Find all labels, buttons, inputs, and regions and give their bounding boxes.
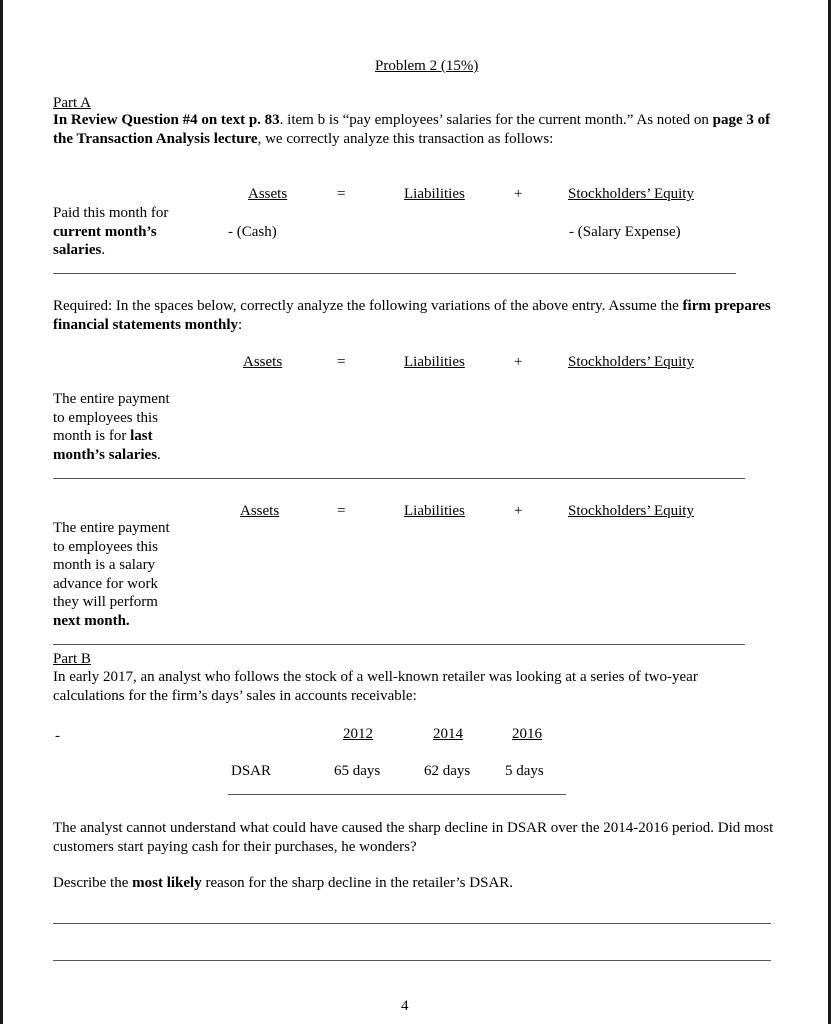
dsar-value-2016: 5 days <box>505 763 544 779</box>
col-equity-header: Stockholders’ Equity <box>568 186 694 202</box>
answer-line-2[interactable] <box>53 960 771 961</box>
problem-title: Problem 2 (15%) <box>375 58 479 74</box>
answer-line-1[interactable] <box>53 923 771 924</box>
equals-sign: = <box>337 186 346 202</box>
part-b-heading: Part B <box>53 651 91 667</box>
v2-col-equity-header: Stockholders’ Equity <box>568 503 694 519</box>
dsar-value-2014: 62 days <box>424 763 471 779</box>
plus-sign: + <box>514 186 523 202</box>
v1-equals-sign: = <box>337 354 346 370</box>
intro-text-1: . item b is “pay employees’ salaries for the current month.” As noted on <box>279 112 713 128</box>
intro-text-2: , we correctly analyze this transaction as follows: <box>257 131 554 147</box>
part-b-question: The analyst cannot understand what could have caused the sharp decline in DSAR over the 2014-2016 period. Did most customers start paying cash for their purchases, he wonders? <box>53 820 774 855</box>
divider-2 <box>53 478 745 479</box>
required-paragraph: Required: In the spaces below, correctly analyze the following variations of the above entry. Assume the firm prepares financial statements monthly: <box>53 298 771 333</box>
part-a-intro <box>53 111 775 149</box>
col-liabilities-header: Liabilities <box>404 186 465 202</box>
document-page <box>3 0 828 1024</box>
v1-col-equity-header: Stockholders’ Equity <box>568 354 694 370</box>
stray-dash: - <box>55 728 60 744</box>
dsar-row-label: DSAR <box>231 763 272 779</box>
v2-col-assets-header: Assets <box>240 503 280 519</box>
v2-equals-sign: = <box>337 503 346 519</box>
v2-plus-sign: + <box>514 503 523 519</box>
divider-1 <box>53 273 736 274</box>
v1-col-liabilities-header: Liabilities <box>404 354 465 370</box>
col-assets-header: Assets <box>248 186 288 202</box>
intro-bold-1: In Review Question #4 on text p. 83 <box>53 112 280 128</box>
intro-bold-2: page 3 of the Transaction Analysis lecture <box>53 112 771 147</box>
table-bottom-rule <box>228 794 566 795</box>
v1-plus-sign: + <box>514 354 523 370</box>
year-header-2012: 2012 <box>343 726 373 742</box>
year-header-2016: 2016 <box>512 726 542 742</box>
example-assets-entry: - (Cash) <box>228 224 277 240</box>
v1-col-assets-header: Assets <box>243 354 283 370</box>
part-b-describe: Describe the most likely reason for the sharp decline in the retailer’s DSAR. <box>53 875 514 891</box>
dsar-value-2012: 65 days <box>334 763 381 779</box>
page-number: 4 <box>401 998 409 1014</box>
example-equity-entry: - (Salary Expense) <box>569 224 681 240</box>
part-a-heading: Part A <box>53 95 91 111</box>
year-header-2014: 2014 <box>433 726 463 742</box>
variation-1-label: The entire payment to employees this month is for last month’s salaries. <box>53 391 170 463</box>
v2-col-liabilities-header: Liabilities <box>404 503 465 519</box>
variation-2-label: The entire payment to employees this month is a salary advance for work they will perform next month. <box>53 520 170 629</box>
example-row-label: Paid this month for current month’s salaries. <box>53 205 169 258</box>
part-b-intro: In early 2017, an analyst who follows the stock of a well-known retailer was looking at a series of two-year calculations for the firm’s days’ sales in accounts receivable: <box>53 669 698 704</box>
divider-3 <box>53 644 745 645</box>
